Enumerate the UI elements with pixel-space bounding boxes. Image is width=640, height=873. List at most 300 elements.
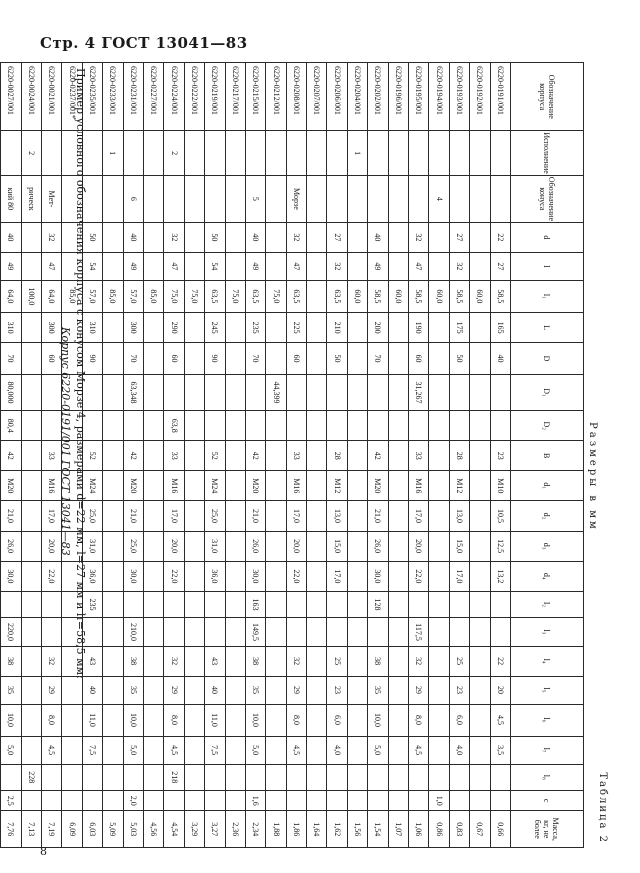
table-cell: 47 bbox=[409, 252, 429, 280]
table-cell bbox=[103, 646, 123, 676]
table-cell bbox=[307, 790, 327, 811]
table-cell bbox=[449, 374, 469, 410]
table-cell: 63,5 bbox=[205, 280, 225, 312]
table-cell bbox=[0, 618, 1, 647]
table-cell bbox=[266, 313, 286, 343]
table-cell: 32 bbox=[449, 252, 469, 280]
table-cell bbox=[347, 561, 367, 591]
table-cell bbox=[184, 441, 204, 471]
table-cell: 2 bbox=[21, 131, 41, 175]
table-cell: 6220-0196/001 bbox=[388, 63, 408, 131]
table-cell: 31,0 bbox=[82, 531, 102, 561]
table-cell bbox=[327, 764, 347, 790]
table-cell: 20,0 bbox=[409, 531, 429, 561]
table-cell: 90 bbox=[205, 343, 225, 375]
table-cell bbox=[347, 618, 367, 647]
table-cell bbox=[225, 313, 245, 343]
table-row bbox=[164, 63, 184, 848]
table-cell bbox=[21, 618, 41, 647]
table-cell: 31,0 bbox=[205, 531, 225, 561]
table-cell: 63,348 bbox=[123, 374, 143, 410]
table-cell bbox=[103, 343, 123, 375]
table-cell bbox=[429, 313, 449, 343]
table-row bbox=[409, 63, 429, 848]
table-cell: 21,0 bbox=[1, 501, 21, 531]
table-cell bbox=[21, 591, 41, 617]
table-row bbox=[470, 63, 490, 848]
table-cell: 4 bbox=[429, 175, 449, 222]
table-cell: 6220-0024/001 bbox=[21, 63, 41, 131]
table-cell: 11,0 bbox=[82, 704, 102, 736]
table-cell: 80,4 bbox=[1, 411, 21, 441]
table-cell bbox=[388, 252, 408, 280]
table-cell: 42 bbox=[245, 441, 265, 471]
dimensions-table bbox=[0, 62, 584, 848]
table-cell: 40 bbox=[368, 223, 388, 253]
column-header: d₄ bbox=[511, 561, 584, 591]
table-cell: 44,399 bbox=[266, 374, 286, 410]
column-header: D bbox=[511, 343, 584, 375]
table-row bbox=[286, 63, 306, 848]
table-cell: 49 bbox=[123, 252, 143, 280]
table-cell bbox=[347, 531, 367, 561]
table-cell bbox=[205, 618, 225, 647]
table-cell bbox=[184, 471, 204, 501]
table-cell bbox=[327, 411, 347, 441]
table-cell: 29 bbox=[409, 676, 429, 704]
table-cell: 75,0 bbox=[184, 280, 204, 312]
table-cell bbox=[205, 374, 225, 410]
table-cell bbox=[368, 618, 388, 647]
table-cell bbox=[103, 501, 123, 531]
table-cell bbox=[388, 411, 408, 441]
table-cell bbox=[307, 411, 327, 441]
table-cell bbox=[225, 561, 245, 591]
table-cell: 30,0 bbox=[1, 561, 21, 591]
table-cell: 26,0 bbox=[368, 531, 388, 561]
table-cell: 10,0 bbox=[368, 704, 388, 736]
table-cell: 50 bbox=[449, 343, 469, 375]
table-cell: 57,0 bbox=[123, 280, 143, 312]
table-cell: 21,0 bbox=[245, 501, 265, 531]
table-cell bbox=[225, 531, 245, 561]
header-number: 13041—83 bbox=[155, 34, 248, 52]
table-cell bbox=[143, 374, 163, 410]
table-cell bbox=[0, 591, 1, 617]
table-cell bbox=[0, 223, 1, 253]
column-header: D₁ bbox=[511, 374, 584, 410]
example-value: Корпус 6220-0191/001 ГОСТ 13041—83 bbox=[59, 327, 72, 556]
table-cell: 3,29 bbox=[184, 811, 204, 848]
table-cell: 70 bbox=[123, 343, 143, 375]
table-cell bbox=[0, 811, 1, 848]
table-cell bbox=[307, 374, 327, 410]
column-header: l₆ bbox=[511, 704, 584, 736]
table-cell: 4,56 bbox=[143, 811, 163, 848]
table-cell: 22 bbox=[490, 646, 510, 676]
table-cell: 25 bbox=[327, 646, 347, 676]
table-cell: 20,0 bbox=[286, 531, 306, 561]
table-cell bbox=[429, 223, 449, 253]
table-cell bbox=[327, 175, 347, 222]
table-cell: 20 bbox=[490, 676, 510, 704]
table-cell bbox=[103, 223, 123, 253]
table-cell bbox=[307, 131, 327, 175]
header-page: Стр. 4 bbox=[40, 34, 96, 52]
table-cell bbox=[429, 736, 449, 764]
table-cell: 0,67 bbox=[470, 811, 490, 848]
table-cell bbox=[245, 374, 265, 410]
table-row bbox=[143, 63, 163, 848]
table-cell bbox=[143, 471, 163, 501]
table-cell: 50 bbox=[82, 223, 102, 253]
table-cell bbox=[103, 313, 123, 343]
table-cell bbox=[347, 223, 367, 253]
table-cell bbox=[368, 411, 388, 441]
table-cell bbox=[347, 676, 367, 704]
table-cell bbox=[245, 131, 265, 175]
table-cell: 7,76 bbox=[1, 811, 21, 848]
table-cell bbox=[205, 411, 225, 441]
table-cell: 38 bbox=[1, 646, 21, 676]
table-cell: 75,0 bbox=[164, 280, 184, 312]
table-row bbox=[245, 63, 265, 848]
table-cell bbox=[286, 131, 306, 175]
column-header: Обозначение конуса bbox=[511, 175, 584, 222]
table-cell: 17,0 bbox=[449, 561, 469, 591]
table-cell: 6220-0235/001 bbox=[82, 63, 102, 131]
table-cell bbox=[225, 223, 245, 253]
table-cell: 290 bbox=[164, 313, 184, 343]
table-cell bbox=[21, 646, 41, 676]
table-cell bbox=[266, 175, 286, 222]
table-cell: 17,0 bbox=[164, 501, 184, 531]
table-cell: 54 bbox=[82, 252, 102, 280]
table-cell: кий 80 bbox=[1, 175, 21, 222]
table-cell: 80,000 bbox=[1, 374, 21, 410]
table-cell bbox=[429, 618, 449, 647]
page-number: 8 bbox=[40, 845, 47, 858]
table-cell bbox=[143, 313, 163, 343]
table-cell: 49 bbox=[1, 252, 21, 280]
table-cell: 35 bbox=[123, 676, 143, 704]
table-cell bbox=[225, 471, 245, 501]
table-cell: 6 bbox=[123, 175, 143, 222]
table-cell: 1 bbox=[347, 131, 367, 175]
table-cell: рическ bbox=[21, 175, 41, 222]
table-cell bbox=[470, 374, 490, 410]
table-cell bbox=[0, 313, 1, 343]
table-cell bbox=[103, 441, 123, 471]
table-cell: 235 bbox=[245, 313, 265, 343]
table-cell: 40 bbox=[490, 343, 510, 375]
table-cell bbox=[184, 790, 204, 811]
table-cell: 4,5 bbox=[42, 736, 62, 764]
table-cell bbox=[0, 411, 1, 441]
table-cell bbox=[429, 374, 449, 410]
table-cell bbox=[347, 591, 367, 617]
table-cell: 310 bbox=[82, 313, 102, 343]
table-cell: 4,0 bbox=[327, 736, 347, 764]
table-cell: 6220-0192/001 bbox=[470, 63, 490, 131]
table-cell bbox=[143, 790, 163, 811]
table-cell: 60 bbox=[286, 343, 306, 375]
table-cell: 8,0 bbox=[42, 704, 62, 736]
table-cell: 70 bbox=[1, 343, 21, 375]
table-cell bbox=[388, 676, 408, 704]
table-cell bbox=[388, 501, 408, 531]
table-cell bbox=[0, 676, 1, 704]
table-cell bbox=[1, 591, 21, 617]
table-cell: 21,0 bbox=[368, 501, 388, 531]
table-cell bbox=[164, 175, 184, 222]
table-cell: 75,0 bbox=[225, 280, 245, 312]
column-header: l₅ bbox=[511, 676, 584, 704]
table-cell bbox=[164, 618, 184, 647]
table-cell: 33 bbox=[42, 441, 62, 471]
table-cell bbox=[62, 790, 82, 811]
table-cell bbox=[82, 764, 102, 790]
table-cell bbox=[449, 175, 469, 222]
table-cell bbox=[0, 561, 1, 591]
table-cell bbox=[225, 411, 245, 441]
table-cell: 300 bbox=[123, 313, 143, 343]
table-cell bbox=[449, 764, 469, 790]
table-cell bbox=[184, 531, 204, 561]
table-cell bbox=[205, 790, 225, 811]
table-cell: 6220-0027/001 bbox=[1, 63, 21, 131]
table-cell bbox=[327, 790, 347, 811]
table-cell bbox=[490, 618, 510, 647]
table-cell bbox=[286, 411, 306, 441]
table-cell: 1,64 bbox=[307, 811, 327, 848]
table-cell bbox=[266, 704, 286, 736]
table-cell: 30,0 bbox=[368, 561, 388, 591]
table-cell bbox=[307, 591, 327, 617]
table-cell bbox=[103, 411, 123, 441]
table-cell bbox=[184, 131, 204, 175]
table-cell bbox=[42, 790, 62, 811]
table-row bbox=[184, 63, 204, 848]
table-cell bbox=[388, 471, 408, 501]
table-cell: 32 bbox=[42, 223, 62, 253]
table-cell bbox=[368, 374, 388, 410]
table-cell: 310 bbox=[1, 313, 21, 343]
table-cell: 6220-0217/001 bbox=[225, 63, 245, 131]
table-cell bbox=[266, 131, 286, 175]
table-cell: 32 bbox=[286, 223, 306, 253]
table-cell bbox=[184, 411, 204, 441]
table-cell: 25,0 bbox=[123, 531, 143, 561]
table-cell bbox=[225, 704, 245, 736]
table-cell: 85,0 bbox=[143, 280, 163, 312]
table-cell bbox=[347, 646, 367, 676]
table-cell bbox=[470, 313, 490, 343]
table-cell: 38 bbox=[368, 646, 388, 676]
table-cell: 6220-0195/001 bbox=[409, 63, 429, 131]
table-cell: 220,0 bbox=[1, 618, 21, 647]
table-cell: Мет- bbox=[42, 175, 62, 222]
table-cell bbox=[21, 790, 41, 811]
table-cell: 5,03 bbox=[123, 811, 143, 848]
table-cell bbox=[143, 646, 163, 676]
table-cell bbox=[164, 790, 184, 811]
table-cell: 1,07 bbox=[388, 811, 408, 848]
table-cell bbox=[266, 411, 286, 441]
table-cell bbox=[225, 501, 245, 531]
table-cell: 32 bbox=[42, 646, 62, 676]
table-cell bbox=[307, 531, 327, 561]
table-cell: 60,0 bbox=[347, 280, 367, 312]
table-cell: 12,5 bbox=[490, 531, 510, 561]
table-cell bbox=[225, 591, 245, 617]
table-cell bbox=[143, 131, 163, 175]
table-cell bbox=[164, 374, 184, 410]
table-cell: 23 bbox=[327, 676, 347, 704]
table-cell bbox=[327, 618, 347, 647]
table-cell bbox=[143, 175, 163, 222]
table-cell bbox=[0, 252, 1, 280]
table-cell: 58,5 bbox=[409, 280, 429, 312]
table-cell: 8,0 bbox=[409, 704, 429, 736]
table-cell: 29 bbox=[42, 676, 62, 704]
table-cell: 30,0 bbox=[123, 561, 143, 591]
table-cell bbox=[307, 280, 327, 312]
table-cell bbox=[143, 764, 163, 790]
table-cell bbox=[388, 531, 408, 561]
table-cell bbox=[164, 591, 184, 617]
table-cell: 5,09 bbox=[103, 811, 123, 848]
table-cell: 1,56 bbox=[347, 811, 367, 848]
table-cell: 42 bbox=[1, 441, 21, 471]
table-cell bbox=[388, 374, 408, 410]
column-header: d bbox=[511, 223, 584, 253]
column-header: l₂ bbox=[511, 591, 584, 617]
table-cell bbox=[21, 313, 41, 343]
table-cell bbox=[307, 175, 327, 222]
table-cell: 6,03 bbox=[82, 811, 102, 848]
table-row bbox=[307, 63, 327, 848]
table-cell bbox=[103, 618, 123, 647]
table-cell: 40 bbox=[1, 223, 21, 253]
table-cell: 5 bbox=[245, 175, 265, 222]
table-cell: 4,5 bbox=[409, 736, 429, 764]
table-cell: 200 bbox=[368, 313, 388, 343]
table-cell: 2,5 bbox=[1, 790, 21, 811]
table-cell bbox=[429, 676, 449, 704]
table-cell: 21,0 bbox=[123, 501, 143, 531]
table-cell: 47 bbox=[42, 252, 62, 280]
table-cell bbox=[429, 646, 449, 676]
table-cell: 3,5 bbox=[490, 736, 510, 764]
table-cell bbox=[347, 704, 367, 736]
table-cell: 10,0 bbox=[1, 704, 21, 736]
table-cell bbox=[184, 374, 204, 410]
table-cell: 6220-0233/001 bbox=[103, 63, 123, 131]
table-cell bbox=[409, 131, 429, 175]
table-cell bbox=[205, 131, 225, 175]
table-cell bbox=[123, 131, 143, 175]
table-cell: 1,88 bbox=[266, 811, 286, 848]
table-cell bbox=[470, 501, 490, 531]
table-cell: 100,0 bbox=[21, 280, 41, 312]
table-cell: 85,0 bbox=[62, 280, 82, 312]
table-cell: 64,0 bbox=[42, 280, 62, 312]
table-cell: 7,5 bbox=[205, 736, 225, 764]
table-cell bbox=[449, 411, 469, 441]
table-cell bbox=[347, 175, 367, 222]
table-label: Таблица 2 bbox=[597, 772, 608, 844]
table-cell: 225 bbox=[286, 313, 306, 343]
table-cell bbox=[42, 618, 62, 647]
table-cell bbox=[103, 374, 123, 410]
table-cell bbox=[490, 411, 510, 441]
table-cell: 6,0 bbox=[449, 704, 469, 736]
table-cell bbox=[266, 764, 286, 790]
table-cell: M16 bbox=[42, 471, 62, 501]
table-cell bbox=[143, 676, 163, 704]
table-cell: 23 bbox=[490, 441, 510, 471]
table-cell bbox=[368, 764, 388, 790]
table-cell bbox=[184, 764, 204, 790]
column-header: l₁ bbox=[511, 280, 584, 312]
column-header: Обозначение корпуса bbox=[511, 63, 584, 131]
table-cell bbox=[21, 531, 41, 561]
table-cell: 1,54 bbox=[368, 811, 388, 848]
table-cell bbox=[225, 764, 245, 790]
table-cell: 210,0 bbox=[123, 618, 143, 647]
table-cell: M12 bbox=[327, 471, 347, 501]
table-cell bbox=[0, 175, 1, 222]
table-cell bbox=[123, 591, 143, 617]
table-cell bbox=[470, 131, 490, 175]
table-cell bbox=[205, 591, 225, 617]
table-cell: 165 bbox=[490, 313, 510, 343]
table-cell: 6220-0215/001 bbox=[245, 63, 265, 131]
table-cell bbox=[103, 175, 123, 222]
table-cell bbox=[388, 790, 408, 811]
table-cell bbox=[21, 561, 41, 591]
table-cell bbox=[470, 646, 490, 676]
table-cell: 6220-0193/001 bbox=[449, 63, 469, 131]
table-cell: 20,0 bbox=[164, 531, 184, 561]
table-cell: 47 bbox=[164, 252, 184, 280]
table-cell: 5,0 bbox=[245, 736, 265, 764]
table-cell: 4,54 bbox=[164, 811, 184, 848]
table-cell bbox=[470, 618, 490, 647]
table-cell bbox=[286, 374, 306, 410]
table-cell bbox=[1, 764, 21, 790]
table-cell bbox=[266, 646, 286, 676]
table-cell: 63,5 bbox=[286, 280, 306, 312]
table-cell: 228 bbox=[21, 764, 41, 790]
column-header: c bbox=[511, 790, 584, 811]
table-cell: 6220-0231/001 bbox=[123, 63, 143, 131]
table-cell: 50 bbox=[327, 343, 347, 375]
table-cell: 10,0 bbox=[245, 704, 265, 736]
table-cell bbox=[0, 280, 1, 312]
table-cell bbox=[368, 790, 388, 811]
table-cell bbox=[42, 591, 62, 617]
table-cell: 6,0 bbox=[327, 704, 347, 736]
table-cell bbox=[388, 618, 408, 647]
table-cell bbox=[307, 561, 327, 591]
table-cell bbox=[42, 764, 62, 790]
table-row bbox=[1, 63, 21, 848]
column-header: l₃ bbox=[511, 618, 584, 647]
table-cell bbox=[143, 501, 163, 531]
table-cell bbox=[143, 618, 163, 647]
